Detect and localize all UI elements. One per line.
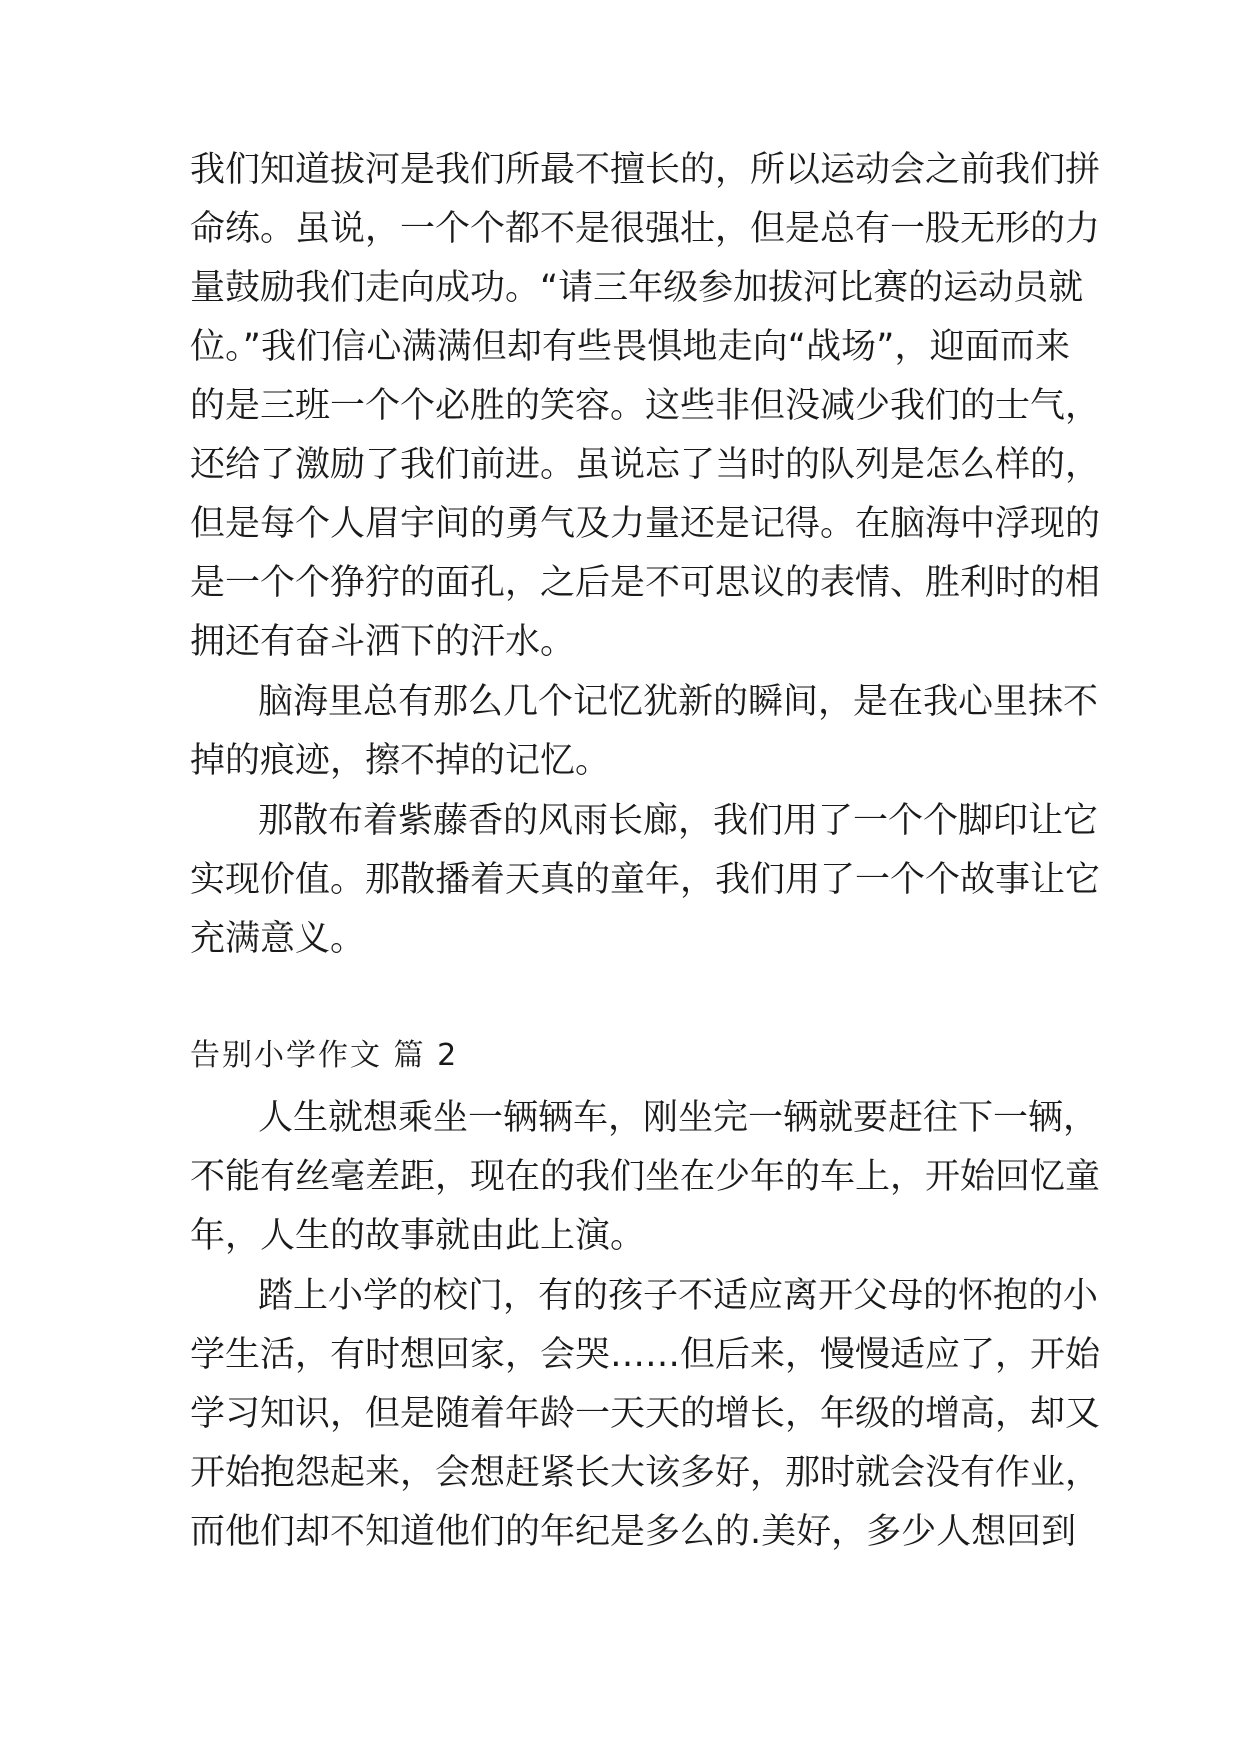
paragraph-line: 拥还有奋斗洒下的汗水。 bbox=[190, 622, 576, 662]
paragraph-line: 位。”我们信心满满但却有些畏惧地走向“战场”，迎面而来 bbox=[190, 327, 1070, 367]
paragraph-line: 实现价值。那散播着天真的童年，我们用了一个个故事让它 bbox=[190, 860, 1101, 900]
paragraph-line: 我们知道拔河是我们所最不擅长的，所以运动会之前我们拼 bbox=[190, 150, 1101, 190]
paragraph-line: 的是三班一个个必胜的笑容。这些非但没减少我们的士气， bbox=[190, 386, 1101, 426]
paragraph-line: 脑海里总有那么几个记忆犹新的瞬间，是在我心里抹不 bbox=[258, 682, 1099, 722]
section-heading: 告别小学作文 篇 2 bbox=[190, 1038, 459, 1073]
paragraph-line: 而他们却不知道他们的年纪是多么的.美好，多少人想回到 bbox=[190, 1512, 1077, 1552]
paragraph-line: 学生活，有时想回家，会哭……但后来，慢慢适应了，开始 bbox=[190, 1335, 1101, 1375]
paragraph-line: 人生就想乘坐一辆辆车，刚坐完一辆就要赶往下一辆， bbox=[258, 1098, 1099, 1138]
paragraph-line: 不能有丝毫差距，现在的我们坐在少年的车上，开始回忆童 bbox=[190, 1157, 1101, 1197]
paragraph-line: 命练。虽说，一个个都不是很强壮，但是总有一股无形的力 bbox=[190, 209, 1101, 249]
paragraph-line: 开始抱怨起来，会想赶紧长大该多好，那时就会没有作业， bbox=[190, 1453, 1101, 1493]
paragraph-line: 还给了激励了我们前进。虽说忘了当时的队列是怎么样的， bbox=[190, 445, 1101, 485]
paragraph-line: 量鼓励我们走向成功。“请三年级参加拔河比赛的运动员就 bbox=[190, 268, 1084, 308]
paragraph-line: 那散布着紫藤香的风雨长廊，我们用了一个个脚印让它 bbox=[258, 801, 1099, 841]
paragraph-line: 充满意义。 bbox=[190, 919, 366, 959]
paragraph-line: 学习知识，但是随着年龄一天天的增长，年级的增高，却又 bbox=[190, 1394, 1101, 1434]
paragraph-line: 但是每个人眉宇间的勇气及力量还是记得。在脑海中浮现的 bbox=[190, 504, 1101, 544]
paragraph-line: 是一个个狰狞的面孔，之后是不可思议的表情、胜利时的相 bbox=[190, 563, 1101, 603]
paragraph-line: 年，人生的故事就由此上演。 bbox=[190, 1216, 646, 1256]
paragraph-line: 掉的痕迹，擦不掉的记忆。 bbox=[190, 741, 611, 781]
paragraph-line: 踏上小学的校门，有的孩子不适应离开父母的怀抱的小 bbox=[258, 1276, 1099, 1316]
